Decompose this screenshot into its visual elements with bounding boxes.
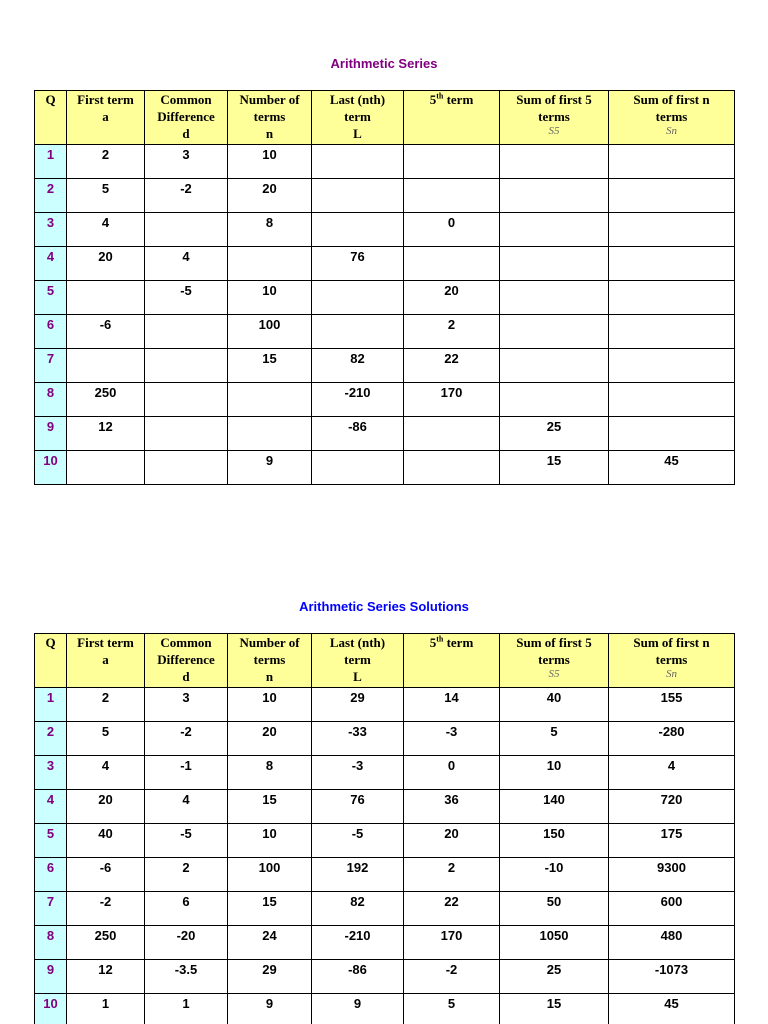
header-sum-first-5-line2: terms: [538, 109, 570, 124]
number-of-terms-cell: 8: [228, 756, 312, 790]
common-difference-cell: [145, 417, 228, 451]
first-term-cell: 4: [67, 213, 145, 247]
table-row: [35, 315, 735, 349]
q-cell: 9: [35, 960, 67, 994]
sum-first-n-cell: 4: [609, 756, 735, 790]
q-cell: 7: [35, 892, 67, 926]
first-term-cell: 40: [67, 824, 145, 858]
last-term-cell: 82: [312, 349, 404, 383]
sum-first-n-cell: [609, 281, 735, 315]
q-cell: 10: [35, 994, 67, 1024]
q-cell: 8: [35, 926, 67, 960]
number-of-terms-cell: 20: [228, 179, 312, 213]
table-row: [35, 790, 735, 824]
table-row: [35, 960, 735, 994]
header-first-term: [67, 91, 145, 145]
fifth-term-cell: [404, 145, 500, 179]
common-difference-cell: -20: [145, 926, 228, 960]
header-sum-first-n-line2: terms: [655, 652, 688, 667]
common-difference-cell: -2: [145, 722, 228, 756]
last-term-cell: -86: [312, 960, 404, 994]
sum-first-n-cell: [609, 247, 735, 281]
number-of-terms-cell: 100: [228, 315, 312, 349]
fifth-term-cell: 22: [404, 349, 500, 383]
header-last-term-line1: Last (nth): [329, 92, 386, 107]
last-term-cell: -210: [312, 926, 404, 960]
sum-first-n-cell: [609, 417, 735, 451]
sum-first-n-cell: 480: [609, 926, 735, 960]
header-row: [35, 634, 735, 688]
header-fifth-term: [404, 91, 500, 145]
last-term-cell: 9: [312, 994, 404, 1024]
last-term-cell: -3: [312, 756, 404, 790]
last-term-cell: 76: [312, 790, 404, 824]
header-fifth-term-base: 5: [429, 92, 437, 107]
last-term-cell: [312, 145, 404, 179]
header-common-difference: [145, 634, 228, 688]
number-of-terms-cell: [228, 383, 312, 417]
header-sum-first-n: [609, 634, 735, 688]
header-q: [35, 91, 67, 145]
header-last-term-line3: L: [353, 669, 362, 684]
header-last-term-line3: L: [353, 126, 362, 141]
first-term-cell: 250: [67, 383, 145, 417]
header-sum-first-5-symbol: S5: [548, 668, 560, 680]
sum-first-5-cell: 40: [500, 688, 609, 722]
header-first-term-line1: First term: [77, 92, 134, 107]
header-common-difference-line2: Difference: [157, 109, 215, 124]
header-sum-first-n-line1: Sum of first n: [633, 92, 710, 107]
number-of-terms-cell: 9: [228, 994, 312, 1024]
first-term-cell: 20: [67, 247, 145, 281]
table-row: [35, 722, 735, 756]
number-of-terms-cell: 24: [228, 926, 312, 960]
header-last-term: [312, 634, 404, 688]
first-term-cell: 4: [67, 756, 145, 790]
common-difference-cell: [145, 451, 228, 485]
table-row: [35, 858, 735, 892]
first-term-cell: [67, 451, 145, 485]
first-term-cell: 2: [67, 688, 145, 722]
last-term-cell: [312, 315, 404, 349]
header-fifth-term-base: 5: [429, 635, 437, 650]
table-row: [35, 926, 735, 960]
number-of-terms-cell: [228, 417, 312, 451]
fifth-term-cell: 14: [404, 688, 500, 722]
header-sum-first-5: [500, 634, 609, 688]
header-fifth-term: [404, 634, 500, 688]
common-difference-cell: 2: [145, 858, 228, 892]
sum-first-5-cell: 1050: [500, 926, 609, 960]
sum-first-n-cell: [609, 383, 735, 417]
sum-first-5-cell: [500, 179, 609, 213]
common-difference-cell: 3: [145, 688, 228, 722]
number-of-terms-cell: 15: [228, 349, 312, 383]
q-cell: 2: [35, 179, 67, 213]
last-term-cell: [312, 451, 404, 485]
first-term-cell: 250: [67, 926, 145, 960]
header-number-of-terms-line3: n: [265, 669, 274, 684]
sum-first-n-cell: 45: [609, 451, 735, 485]
sum-first-5-cell: [500, 145, 609, 179]
table-row: [35, 213, 735, 247]
problems-title: Arithmetic Series: [330, 56, 438, 71]
sum-first-n-cell: [609, 145, 735, 179]
header-q-label: Q: [45, 92, 56, 107]
common-difference-cell: 3: [145, 145, 228, 179]
sum-first-n-cell: 9300: [609, 858, 735, 892]
header-row: [35, 91, 735, 145]
number-of-terms-cell: 100: [228, 858, 312, 892]
first-term-cell: 1: [67, 994, 145, 1024]
fifth-term-cell: 5: [404, 994, 500, 1024]
number-of-terms-cell: 10: [228, 145, 312, 179]
q-cell: 10: [35, 451, 67, 485]
header-last-term-line1: Last (nth): [329, 635, 386, 650]
table-row: [35, 417, 735, 451]
last-term-cell: 192: [312, 858, 404, 892]
fifth-term-cell: 2: [404, 315, 500, 349]
fifth-term-cell: 170: [404, 383, 500, 417]
header-fifth-term-rest: term: [443, 92, 474, 107]
header-sum-first-n-line1: Sum of first n: [633, 635, 710, 650]
header-first-term-line2: a: [102, 109, 109, 124]
fifth-term-cell: [404, 247, 500, 281]
header-sum-first-5-line1: Sum of first 5: [516, 92, 592, 107]
common-difference-cell: 4: [145, 247, 228, 281]
header-sum-first-5-symbol: S5: [548, 125, 560, 137]
header-number-of-terms-line1: Number of: [239, 635, 300, 650]
last-term-cell: [312, 281, 404, 315]
table-row: [35, 179, 735, 213]
header-common-difference-line1: Common: [160, 635, 212, 650]
common-difference-cell: [145, 383, 228, 417]
sum-first-n-cell: 155: [609, 688, 735, 722]
q-cell: 3: [35, 213, 67, 247]
last-term-cell: -86: [312, 417, 404, 451]
sum-first-5-cell: 10: [500, 756, 609, 790]
last-term-cell: -210: [312, 383, 404, 417]
header-sum-first-n: [609, 91, 735, 145]
sum-first-n-cell: [609, 349, 735, 383]
first-term-cell: -6: [67, 315, 145, 349]
q-cell: 2: [35, 722, 67, 756]
common-difference-cell: -5: [145, 824, 228, 858]
solutions-body: [35, 688, 735, 1024]
solutions-title: Arithmetic Series Solutions: [299, 599, 469, 614]
common-difference-cell: -1: [145, 756, 228, 790]
number-of-terms-cell: 10: [228, 688, 312, 722]
common-difference-cell: -5: [145, 281, 228, 315]
sum-first-5-cell: [500, 247, 609, 281]
q-cell: 1: [35, 688, 67, 722]
header-number-of-terms: [228, 91, 312, 145]
table-row: [35, 756, 735, 790]
q-cell: 5: [35, 281, 67, 315]
problems-table: [34, 90, 735, 485]
sum-first-5-cell: 50: [500, 892, 609, 926]
table-row: [35, 383, 735, 417]
fifth-term-cell: [404, 417, 500, 451]
fifth-term-cell: 20: [404, 281, 500, 315]
first-term-cell: 2: [67, 145, 145, 179]
q-cell: 8: [35, 383, 67, 417]
sum-first-5-cell: [500, 315, 609, 349]
header-last-term-line2: term: [344, 109, 371, 124]
last-term-cell: 82: [312, 892, 404, 926]
common-difference-cell: -2: [145, 179, 228, 213]
header-fifth-term-sup: th: [436, 91, 444, 101]
sum-first-n-cell: [609, 179, 735, 213]
sum-first-n-cell: 600: [609, 892, 735, 926]
q-cell: 6: [35, 858, 67, 892]
header-number-of-terms-line2: terms: [253, 652, 286, 667]
fifth-term-cell: 20: [404, 824, 500, 858]
first-term-cell: 5: [67, 722, 145, 756]
number-of-terms-cell: 15: [228, 790, 312, 824]
header-q-label: Q: [45, 635, 56, 650]
sum-first-n-cell: 175: [609, 824, 735, 858]
header-common-difference-line1: Common: [160, 92, 212, 107]
number-of-terms-cell: 15: [228, 892, 312, 926]
header-sum-first-n-symbol: Sn: [666, 125, 677, 137]
sum-first-5-cell: 25: [500, 960, 609, 994]
sum-first-5-cell: 15: [500, 994, 609, 1024]
header-last-term-line2: term: [344, 652, 371, 667]
sum-first-n-cell: [609, 213, 735, 247]
table-row: [35, 145, 735, 179]
sum-first-n-cell: 720: [609, 790, 735, 824]
last-term-cell: 29: [312, 688, 404, 722]
q-cell: 7: [35, 349, 67, 383]
last-term-cell: [312, 179, 404, 213]
last-term-cell: [312, 213, 404, 247]
common-difference-cell: -3.5: [145, 960, 228, 994]
header-sum-first-5: [500, 91, 609, 145]
header-common-difference-line3: d: [182, 126, 190, 141]
common-difference-cell: 4: [145, 790, 228, 824]
sum-first-5-cell: 25: [500, 417, 609, 451]
solutions-table: [34, 633, 735, 1024]
last-term-cell: -5: [312, 824, 404, 858]
last-term-cell: 76: [312, 247, 404, 281]
table-row: [35, 688, 735, 722]
header-sum-first-5-line2: terms: [538, 652, 570, 667]
common-difference-cell: [145, 315, 228, 349]
problems-body: [35, 145, 735, 485]
header-fifth-term-rest: term: [443, 635, 474, 650]
first-term-cell: [67, 281, 145, 315]
fifth-term-cell: 0: [404, 213, 500, 247]
table-row: [35, 824, 735, 858]
sum-first-5-cell: 150: [500, 824, 609, 858]
first-term-cell: 5: [67, 179, 145, 213]
number-of-terms-cell: 10: [228, 281, 312, 315]
header-first-term: [67, 634, 145, 688]
sum-first-n-cell: [609, 315, 735, 349]
header-number-of-terms-line3: n: [265, 126, 274, 141]
table-row: [35, 451, 735, 485]
header-sum-first-n-symbol: Sn: [666, 668, 677, 680]
first-term-cell: 20: [67, 790, 145, 824]
q-cell: 6: [35, 315, 67, 349]
header-common-difference-line3: d: [182, 669, 190, 684]
fifth-term-cell: 36: [404, 790, 500, 824]
header-last-term: [312, 91, 404, 145]
header-common-difference-line2: Difference: [157, 652, 215, 667]
fifth-term-cell: -2: [404, 960, 500, 994]
q-cell: 4: [35, 790, 67, 824]
header-fifth-term-sup: th: [436, 634, 444, 644]
table-row: [35, 892, 735, 926]
sum-first-5-cell: [500, 281, 609, 315]
header-sum-first-n-line2: terms: [655, 109, 688, 124]
fifth-term-cell: 22: [404, 892, 500, 926]
last-term-cell: -33: [312, 722, 404, 756]
fifth-term-cell: [404, 451, 500, 485]
q-cell: 5: [35, 824, 67, 858]
first-term-cell: 12: [67, 960, 145, 994]
header-first-term-line1: First term: [77, 635, 134, 650]
q-cell: 3: [35, 756, 67, 790]
sum-first-5-cell: [500, 213, 609, 247]
sum-first-5-cell: [500, 349, 609, 383]
sum-first-n-cell: 45: [609, 994, 735, 1024]
common-difference-cell: [145, 213, 228, 247]
sum-first-5-cell: 15: [500, 451, 609, 485]
number-of-terms-cell: 8: [228, 213, 312, 247]
q-cell: 1: [35, 145, 67, 179]
number-of-terms-cell: 20: [228, 722, 312, 756]
first-term-cell: -2: [67, 892, 145, 926]
sum-first-5-cell: 140: [500, 790, 609, 824]
fifth-term-cell: -3: [404, 722, 500, 756]
fifth-term-cell: 2: [404, 858, 500, 892]
number-of-terms-cell: 10: [228, 824, 312, 858]
common-difference-cell: 1: [145, 994, 228, 1024]
common-difference-cell: [145, 349, 228, 383]
table-row: [35, 994, 735, 1024]
sum-first-5-cell: [500, 383, 609, 417]
header-first-term-line2: a: [102, 652, 109, 667]
header-number-of-terms-line2: terms: [253, 109, 286, 124]
first-term-cell: [67, 349, 145, 383]
header-number-of-terms-line1: Number of: [239, 92, 300, 107]
header-sum-first-5-line1: Sum of first 5: [516, 635, 592, 650]
number-of-terms-cell: [228, 247, 312, 281]
first-term-cell: 12: [67, 417, 145, 451]
number-of-terms-cell: 29: [228, 960, 312, 994]
table-row: [35, 281, 735, 315]
q-cell: 9: [35, 417, 67, 451]
q-cell: 4: [35, 247, 67, 281]
first-term-cell: -6: [67, 858, 145, 892]
header-common-difference: [145, 91, 228, 145]
number-of-terms-cell: 9: [228, 451, 312, 485]
fifth-term-cell: 0: [404, 756, 500, 790]
header-q: [35, 634, 67, 688]
fifth-term-cell: 170: [404, 926, 500, 960]
header-number-of-terms: [228, 634, 312, 688]
sum-first-n-cell: -1073: [609, 960, 735, 994]
table-row: [35, 349, 735, 383]
sum-first-n-cell: -280: [609, 722, 735, 756]
sum-first-5-cell: 5: [500, 722, 609, 756]
fifth-term-cell: [404, 179, 500, 213]
table-row: [35, 247, 735, 281]
sum-first-5-cell: -10: [500, 858, 609, 892]
common-difference-cell: 6: [145, 892, 228, 926]
